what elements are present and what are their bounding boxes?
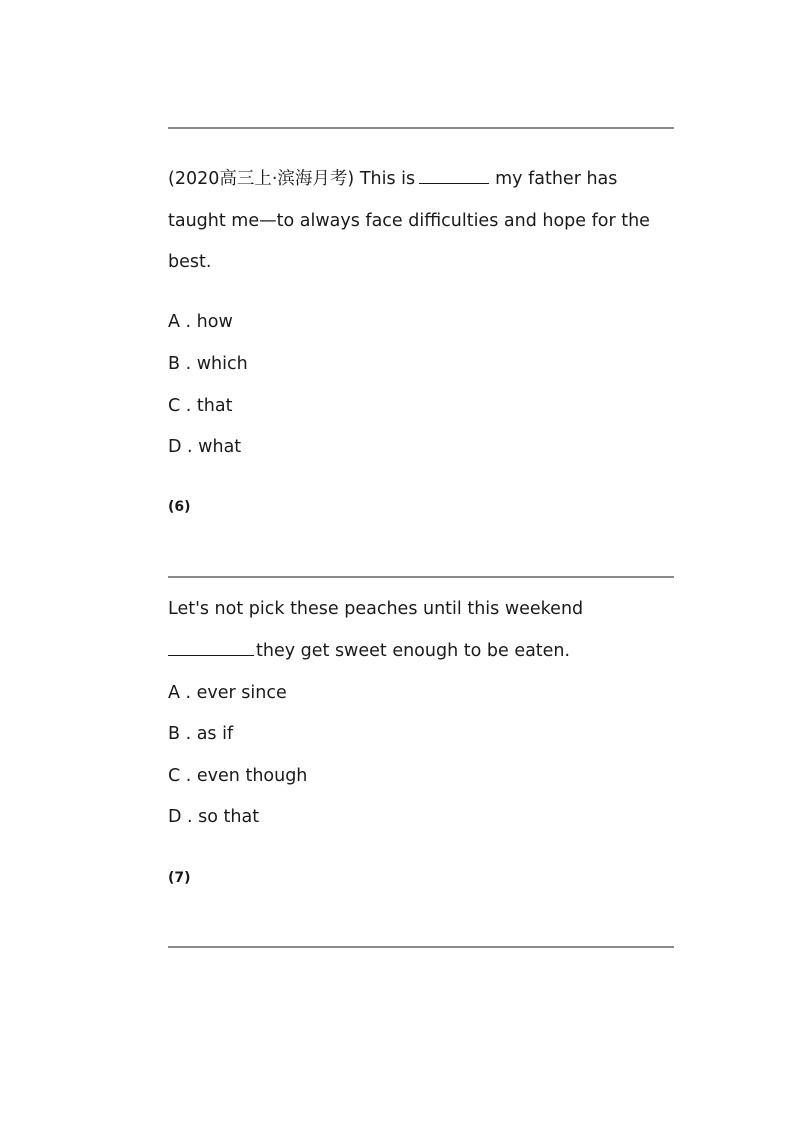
question-1-stem-prefix: (2020高三上·滨海月考) This is [168,169,416,189]
divider-bottom [168,946,674,948]
question-1-option-c: C . that [168,396,233,416]
question-2-option-b: B . as if [168,724,234,744]
answer-blank [168,641,254,656]
answer-blank [419,169,489,184]
question-2-line-2 [168,640,570,662]
question-2-option-c: C . even though [168,766,308,786]
question-2-stem-suffix: they get sweet enough to be eaten. [256,641,571,661]
question-2-option-d: D . so that [168,807,260,827]
divider-middle [168,576,674,578]
question-1-option-a: A . how [168,312,233,332]
question-2-line-1: Let's not pick these peaches until this weekend [168,599,584,619]
question-number-6: (6) [168,499,191,515]
question-2-option-a: A . ever since [168,683,287,703]
question-number-7: (7) [168,870,191,886]
divider-top [168,127,674,129]
question-1-stem-suffix: my father has [495,169,618,189]
question-1-option-d: D . what [168,437,242,457]
question-1-line-2: taught me—to always face difficulties and hope for the [168,211,650,231]
question-1-option-b: B . which [168,354,248,374]
question-1-line-3: best. [168,252,212,272]
question-1-line-1 [168,168,617,190]
